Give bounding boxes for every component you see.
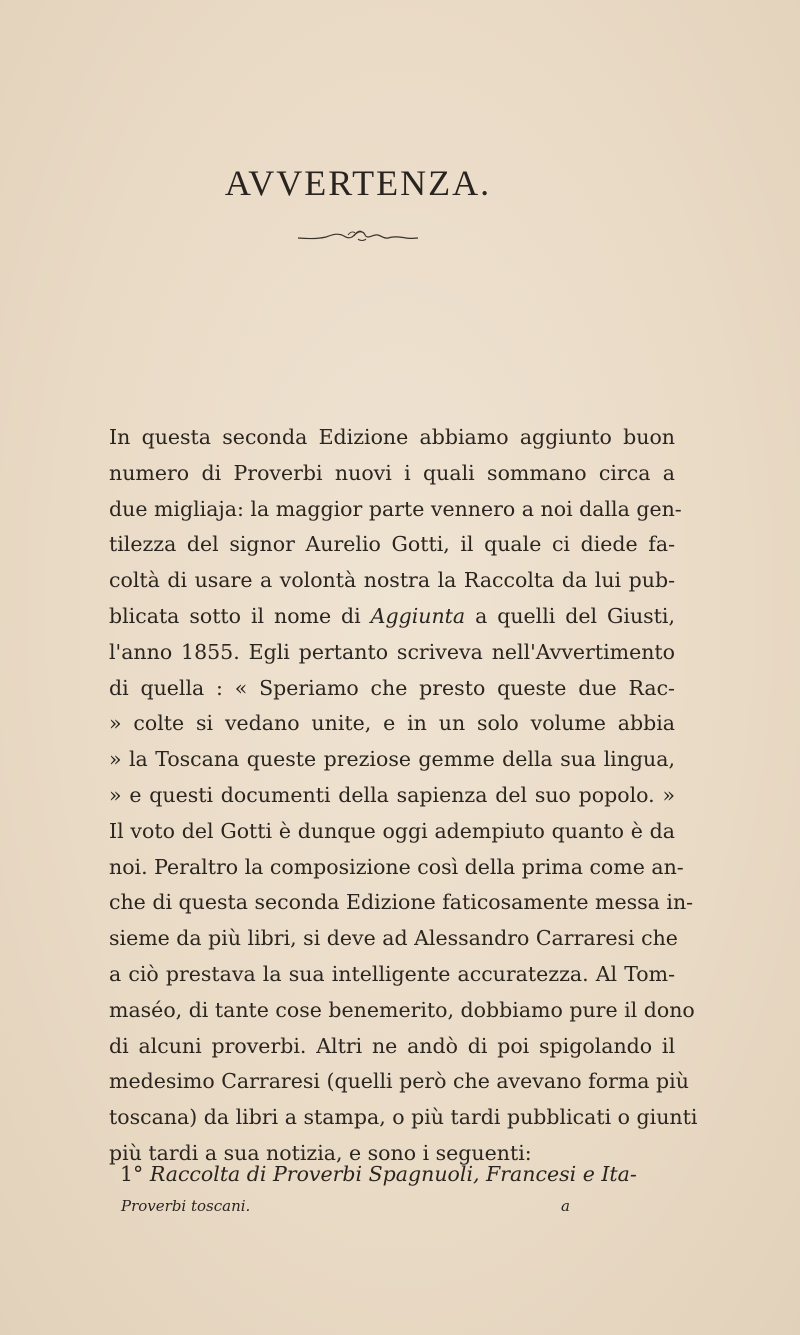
text-line: toscana) da libri a stampa, o più tardi pubblicati o giunti (109, 1105, 698, 1130)
text-line: coltà di usare a volontà nostra la Raccolta da lui pub- (109, 568, 675, 593)
list-item (120, 1157, 675, 1191)
text-line: maséo, di tante cose benemerito, dobbiamo pure il dono (109, 997, 695, 1022)
item-number: 1° (120, 1162, 144, 1186)
text-line: » e questi documenti della sapienza del suo popolo. » (109, 782, 675, 807)
text-line: a ciò prestava la sua intelligente accuratezza. Al Tom- (109, 961, 675, 986)
text-line: Il voto del Gotti è dunque oggi adempiuto quanto è da (109, 818, 675, 843)
text-line: più tardi a sua notizia, e sono i seguenti: (109, 1140, 532, 1165)
text-line-with-italic (109, 599, 675, 635)
text-line: In questa seconda Edizione abbiamo aggiunto buon (109, 425, 675, 449)
ornamental-divider (296, 226, 420, 246)
text-line: noi. Peraltro la composizione così della prima come an- (109, 854, 684, 879)
item-italic-title: Raccolta di Proverbi Spagnuoli, Francesi e Ita- (149, 1162, 637, 1186)
text-segment: a quelli del Giusti, (465, 603, 675, 628)
signature-mark: a (561, 1197, 570, 1215)
page-title: AVVERTENZA. (224, 163, 492, 203)
text-line: numero di Proverbi nuovi i quali sommano circa a (109, 460, 675, 485)
text-line: » colte si vedano unite, e in un solo volume abbia (109, 711, 675, 736)
text-segment: blicata sotto il nome di (109, 603, 371, 628)
text-line: due migliaja: la maggior parte vennero a noi dalla gen- (109, 496, 682, 521)
text-line: che di questa seconda Edizione faticosamente messa in- (109, 890, 694, 915)
italic-title: Aggiunta (370, 603, 466, 628)
text-line: tilezza del signor Aurelio Gotti, il quale ci diede fa- (109, 532, 675, 557)
body-paragraph (109, 420, 698, 1172)
text-line: medesimo Carraresi (quelli però che avevano forma più (109, 1069, 689, 1094)
text-line: di quella : « Speriamo che presto queste due Rac- (109, 675, 675, 700)
text-line: sieme da più libri, si deve ad Alessandro Carraresi che (109, 926, 678, 951)
running-title: Proverbi toscani. (121, 1197, 251, 1215)
text-line: » la Toscana queste preziose gemme della sua lingua, (109, 747, 675, 772)
text-line: di alcuni proverbi. Altri ne andò di poi spigolando il (109, 1033, 675, 1058)
text-line: l'anno 1855. Egli pertanto scriveva nell'Avvertimento (109, 639, 675, 664)
page-footer (121, 1197, 576, 1219)
